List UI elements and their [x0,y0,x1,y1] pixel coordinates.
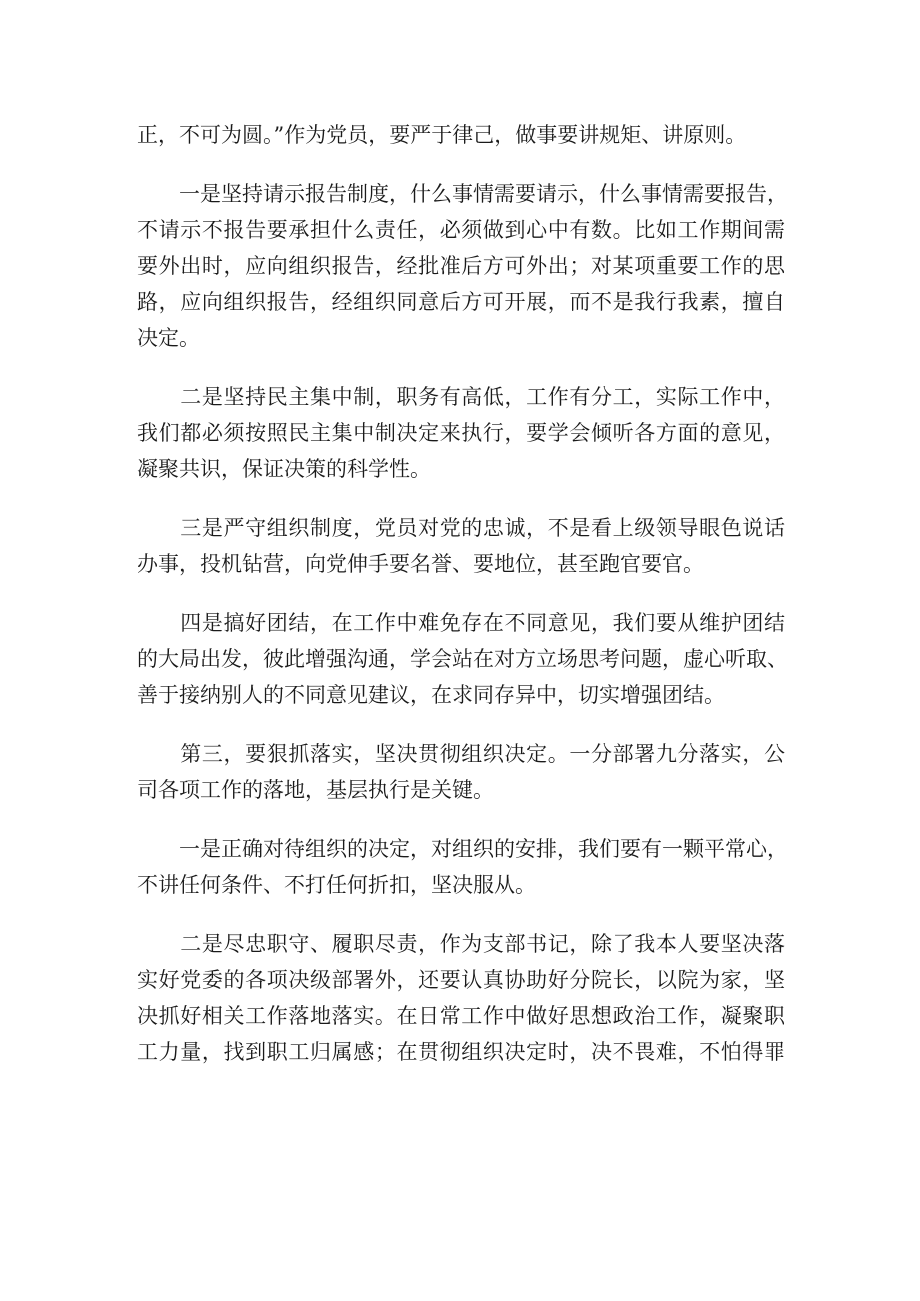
text-line: 工力量，找到职工归属感；在贯彻组织决定时，决不畏难，不怕得罪 [137,1040,785,1064]
text-line: 第三，要狠抓落实，坚决贯彻组织决定。一分部署九分落实，公 [137,742,785,766]
text-line: 决抓好相关工作落地落实。在日常工作中做好思想政治工作，凝聚职 [137,1004,785,1028]
document-body [137,117,788,1093]
paragraph [137,605,788,713]
paragraph [137,831,788,903]
text-line: 司各项工作的落地，基层执行是关键。 [137,778,494,802]
text-line: 正，不可为圆。”作为党员，要严于律己，做事要讲规矩、讲原则。 [137,123,747,147]
text-line: 路，应向组织报告，经组织同意后方可开展，而不是我行我素，擅自 [137,290,785,314]
paragraph [137,926,785,1070]
text-line: 一是坚持请示报告制度，什么事情需要请示，什么事情需要报告， [137,182,788,206]
text-line: 实好党委的各项决级部署外，还要认真协助好分院长，以院为家，坚 [137,968,785,992]
text-line: 不讲任何条件、不打任何折扣，坚决服从。 [137,873,536,897]
text-line: 一是正确对待组织的决定，对组织的安排，我们要有一颗平常心， [137,837,788,861]
text-line: 四是搞好团结，在工作中难免存在不同意见，我们要从维护团结 [137,611,785,635]
text-line: 决定。 [137,326,200,350]
text-line: 三是严守组织制度，党员对党的忠诚，不是看上级领导眼色说话 [137,516,785,540]
text-line: 善于接纳别人的不同意见建议，在求同存异中，切实增强团结。 [137,683,725,707]
paragraph [137,117,785,153]
paragraph [137,176,788,356]
text-line: 要外出时，应向组织报告，经批准后方可外出；对某项重要工作的思 [137,254,785,278]
text-line: 的大局出发，彼此增强沟通，学会站在对方立场思考问题，虚心听取、 [137,647,788,671]
text-line: 凝聚共识，保证决策的科学性。 [137,457,431,481]
paragraph [137,510,785,582]
text-line: 二是尽忠职守、履职尽责，作为支部书记，除了我本人要坚决落 [137,932,785,956]
paragraph [137,736,785,808]
text-line: 二是坚持民主集中制，职务有高低，工作有分工，实际工作中， [137,385,785,409]
text-line: 我们都必须按照民主集中制决定来执行，要学会倾听各方面的意见， [137,421,785,445]
paragraph [137,379,785,487]
text-line: 不请示不报告要承担什么责任，必须做到心中有数。比如工作期间需 [137,218,785,242]
text-line: 办事，投机钻营，向党伸手要名誉、要地位，甚至跑官要官。 [137,552,704,576]
